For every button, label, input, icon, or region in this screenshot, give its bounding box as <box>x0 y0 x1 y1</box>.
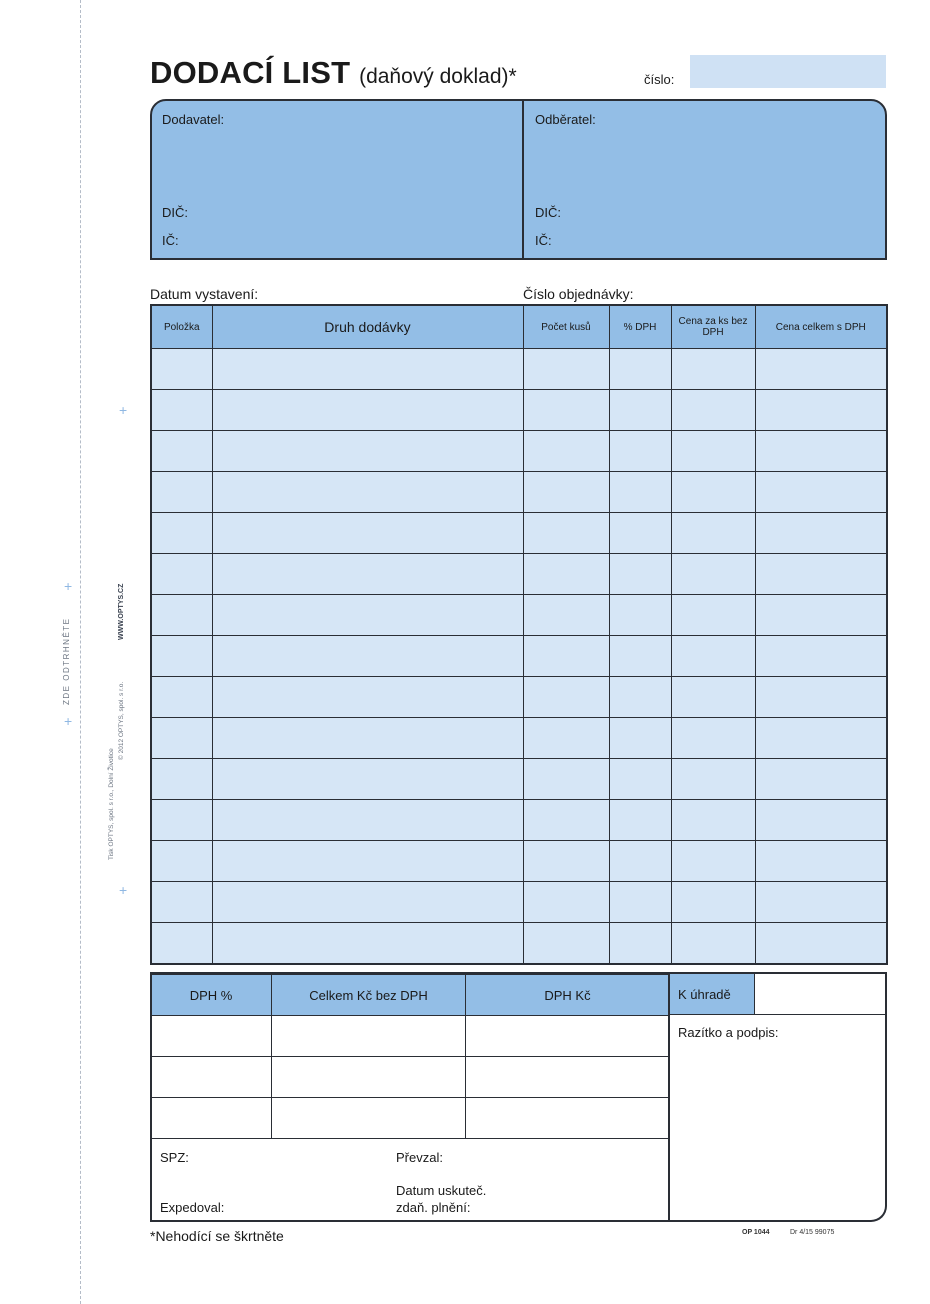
customer-dic-label: DIČ: <box>535 205 561 220</box>
item-cell[interactable] <box>609 759 671 800</box>
item-cell[interactable] <box>151 800 212 841</box>
item-cell[interactable] <box>151 636 212 677</box>
col-header-vat-rate: DPH % <box>151 975 272 1016</box>
item-cell[interactable] <box>755 841 887 882</box>
item-cell[interactable] <box>755 923 887 965</box>
item-cell[interactable] <box>212 841 523 882</box>
col-header-unit-price: Cena za ks bez DPH <box>671 305 755 349</box>
item-cell[interactable] <box>755 677 887 718</box>
item-cell[interactable] <box>755 554 887 595</box>
item-cell[interactable] <box>671 677 755 718</box>
item-cell[interactable] <box>212 882 523 923</box>
item-cell[interactable] <box>755 882 887 923</box>
item-cell[interactable] <box>523 923 609 965</box>
table-row <box>151 390 887 431</box>
item-cell[interactable] <box>212 677 523 718</box>
table-row <box>151 677 887 718</box>
totals-outer-border <box>150 972 887 1222</box>
item-cell[interactable] <box>523 554 609 595</box>
item-cell[interactable] <box>523 349 609 390</box>
item-cell[interactable] <box>212 595 523 636</box>
item-cell[interactable] <box>609 923 671 965</box>
plus-mark-icon: + <box>119 882 128 898</box>
footnote: *Nehodící se škrtněte <box>150 1228 284 1244</box>
item-cell[interactable] <box>212 349 523 390</box>
item-cell[interactable] <box>151 513 212 554</box>
item-cell[interactable] <box>609 718 671 759</box>
item-cell[interactable] <box>212 431 523 472</box>
form-title-main: DODACÍ LIST <box>150 55 351 90</box>
item-cell[interactable] <box>212 390 523 431</box>
item-cell[interactable] <box>755 800 887 841</box>
item-cell[interactable] <box>523 513 609 554</box>
item-cell[interactable] <box>671 718 755 759</box>
table-row <box>151 882 887 923</box>
item-cell[interactable] <box>609 636 671 677</box>
item-cell[interactable] <box>523 390 609 431</box>
item-cell[interactable] <box>671 349 755 390</box>
col-header-total-price: Cena celkem s DPH <box>755 305 887 349</box>
item-cell[interactable] <box>609 349 671 390</box>
item-cell[interactable] <box>151 841 212 882</box>
spz-label: SPZ: <box>160 1150 189 1165</box>
item-cell[interactable] <box>755 759 887 800</box>
col-header-quantity: Počet kusů <box>523 305 609 349</box>
item-cell[interactable] <box>151 759 212 800</box>
product-code-tail: Dr 4/15 99075 <box>790 1229 835 1236</box>
item-cell[interactable] <box>609 472 671 513</box>
plus-mark-icon: + <box>119 402 128 418</box>
item-cell[interactable] <box>671 431 755 472</box>
item-cell[interactable] <box>671 800 755 841</box>
item-cell[interactable] <box>212 513 523 554</box>
tax-date-label-line1: Datum uskuteč. <box>396 1183 487 1198</box>
to-pay-label: K úhradě <box>678 987 731 1002</box>
item-cell[interactable] <box>609 431 671 472</box>
form-title-sub: (daňový doklad)* <box>359 65 517 88</box>
item-cell[interactable] <box>755 718 887 759</box>
item-cell[interactable] <box>151 349 212 390</box>
item-cell[interactable] <box>671 513 755 554</box>
item-cell[interactable] <box>151 472 212 513</box>
parties-box <box>150 99 887 260</box>
item-cell[interactable] <box>609 800 671 841</box>
item-cell[interactable] <box>755 390 887 431</box>
tear-off-text: ZDE ODTRHNĚTE <box>62 617 71 705</box>
supplier-ic-label: IČ: <box>162 233 179 248</box>
table-row <box>151 800 887 841</box>
item-cell[interactable] <box>755 472 887 513</box>
parties-divider <box>522 101 524 258</box>
supplier-label: Dodavatel: <box>162 112 225 127</box>
item-cell[interactable] <box>755 349 887 390</box>
item-cell[interactable] <box>671 882 755 923</box>
stamp-signature-label: Razítko a podpis: <box>678 1025 779 1040</box>
item-cell[interactable] <box>151 431 212 472</box>
col-header-delivery-type: Druh dodávky <box>212 305 523 349</box>
table-row <box>151 554 887 595</box>
item-cell[interactable] <box>671 841 755 882</box>
item-cell[interactable] <box>671 390 755 431</box>
item-cell[interactable] <box>609 882 671 923</box>
printer-info: Tisk OPTYS, spol. s r.o., Dolní Životice <box>108 748 115 860</box>
table-row <box>151 841 887 882</box>
item-cell[interactable] <box>523 718 609 759</box>
order-number-label: Číslo objednávky: <box>523 286 634 302</box>
item-cell[interactable] <box>523 882 609 923</box>
printer-copyright: © 2012 OPTYS, spol. s r.o. <box>118 681 125 760</box>
item-cell[interactable] <box>212 718 523 759</box>
item-cell[interactable] <box>609 595 671 636</box>
table-row <box>151 636 887 677</box>
item-cell[interactable] <box>523 800 609 841</box>
item-cell[interactable] <box>671 472 755 513</box>
item-cell[interactable] <box>671 759 755 800</box>
dispatched-by-label: Expedoval: <box>160 1200 225 1215</box>
item-cell[interactable] <box>523 636 609 677</box>
item-cell[interactable] <box>671 923 755 965</box>
col-header-total-without-vat: Celkem Kč bez DPH <box>272 975 466 1016</box>
plus-mark-icon: + <box>64 713 73 729</box>
item-cell[interactable] <box>755 595 887 636</box>
item-cell[interactable] <box>609 513 671 554</box>
table-row <box>151 513 887 554</box>
item-cell[interactable] <box>212 923 523 965</box>
printer-web: WWW.OPTYS.CZ <box>118 583 125 640</box>
item-cell[interactable] <box>212 472 523 513</box>
item-cell[interactable] <box>671 554 755 595</box>
col-header-item: Položka <box>151 305 212 349</box>
item-cell[interactable] <box>523 472 609 513</box>
item-cell[interactable] <box>671 636 755 677</box>
items-header-row <box>151 305 887 349</box>
customer-label: Odběratel: <box>535 112 596 127</box>
table-row <box>151 431 887 472</box>
document-number-field[interactable] <box>690 55 886 88</box>
item-cell[interactable] <box>151 390 212 431</box>
item-cell[interactable] <box>212 636 523 677</box>
form-title <box>150 55 517 91</box>
item-cell[interactable] <box>755 636 887 677</box>
col-header-vat-percent: % DPH <box>609 305 671 349</box>
items-table <box>150 304 888 965</box>
item-cell[interactable] <box>151 882 212 923</box>
item-cell[interactable] <box>523 759 609 800</box>
item-cell[interactable] <box>212 554 523 595</box>
item-cell[interactable] <box>609 390 671 431</box>
table-row <box>151 923 887 965</box>
item-cell[interactable] <box>609 841 671 882</box>
item-cell[interactable] <box>151 923 212 965</box>
item-cell[interactable] <box>609 554 671 595</box>
table-row <box>151 759 887 800</box>
item-cell[interactable] <box>212 800 523 841</box>
item-cell[interactable] <box>151 677 212 718</box>
document-number-label: číslo: <box>644 72 675 87</box>
customer-ic-label: IČ: <box>535 233 552 248</box>
table-row <box>151 349 887 390</box>
supplier-dic-label: DIČ: <box>162 205 188 220</box>
product-code: OP 1044 <box>742 1229 770 1236</box>
item-cell[interactable] <box>523 431 609 472</box>
item-cell[interactable] <box>212 759 523 800</box>
item-cell[interactable] <box>523 595 609 636</box>
item-cell[interactable] <box>523 841 609 882</box>
item-cell[interactable] <box>671 595 755 636</box>
received-by-label: Převzal: <box>396 1150 443 1165</box>
item-cell[interactable] <box>523 677 609 718</box>
item-cell[interactable] <box>755 431 887 472</box>
tax-date-label-line2: zdaň. plnění: <box>396 1200 471 1215</box>
item-cell[interactable] <box>609 677 671 718</box>
item-cell[interactable] <box>151 595 212 636</box>
item-cell[interactable] <box>151 718 212 759</box>
item-cell[interactable] <box>151 554 212 595</box>
issue-date-label: Datum vystavení: <box>150 286 259 302</box>
table-row <box>151 718 887 759</box>
item-cell[interactable] <box>755 513 887 554</box>
table-row <box>151 595 887 636</box>
tear-off-line <box>80 0 81 1304</box>
table-row <box>151 472 887 513</box>
col-header-vat-amount: DPH Kč <box>466 975 670 1016</box>
plus-mark-icon: + <box>64 578 73 594</box>
